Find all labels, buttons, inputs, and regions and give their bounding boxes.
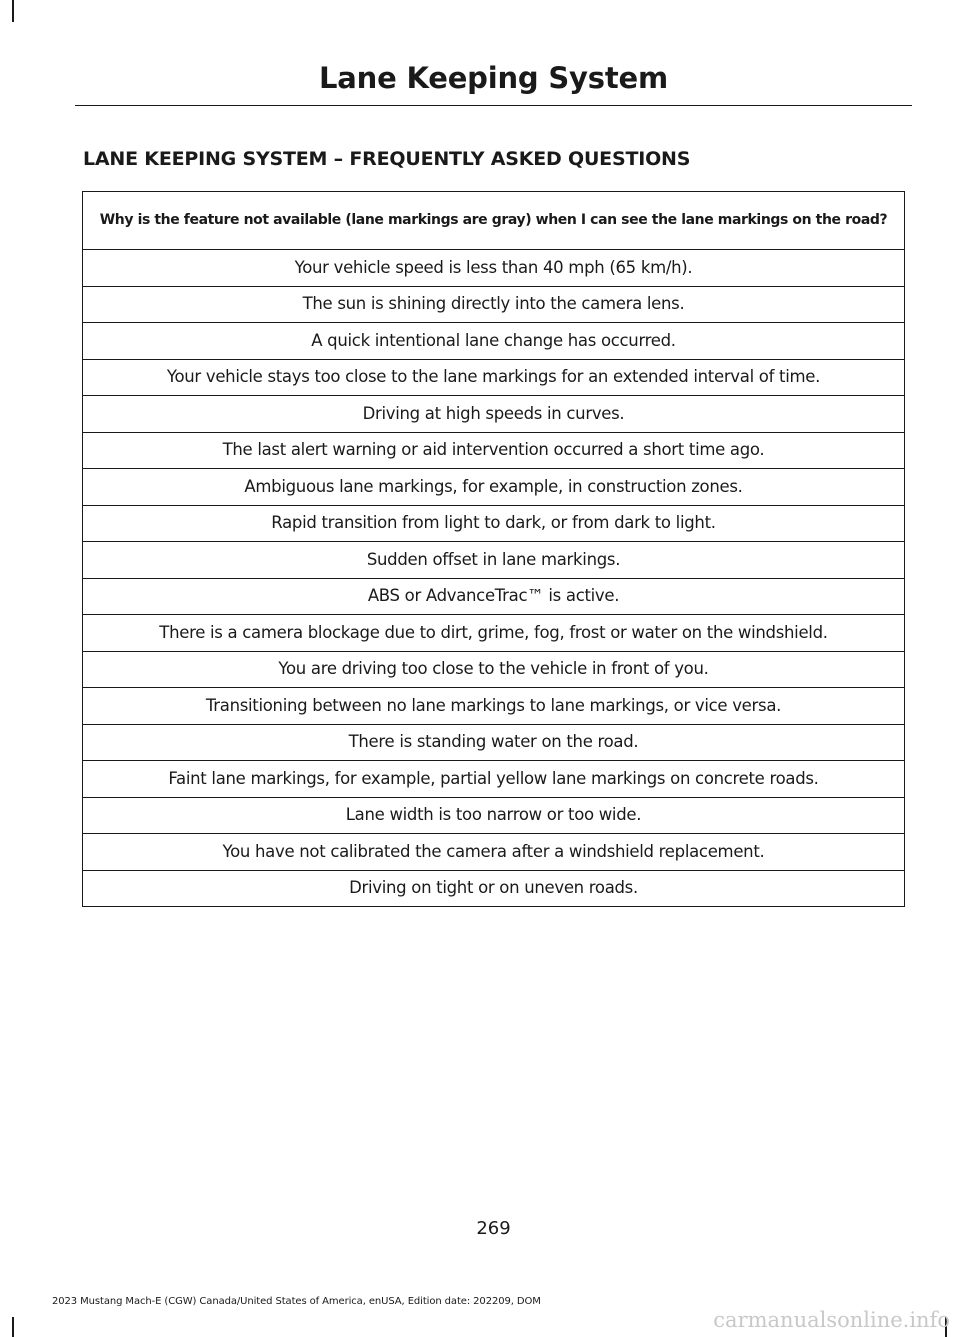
faq-answer: Your vehicle stays too close to the lane markings for an extended interval of time. xyxy=(83,359,905,396)
faq-answer: Transitioning between no lane markings to lane markings, or vice versa. xyxy=(83,688,905,725)
faq-answer: Sudden offset in lane markings. xyxy=(83,542,905,579)
faq-answer: The last alert warning or aid intervention occurred a short time ago. xyxy=(83,432,905,469)
faq-answer: Rapid transition from light to dark, or from dark to light. xyxy=(83,505,905,542)
faq-answer: A quick intentional lane change has occurred. xyxy=(83,323,905,360)
faq-answer: You have not calibrated the camera after a windshield replacement. xyxy=(83,834,905,871)
table-row xyxy=(83,323,905,360)
faq-answer: Driving on tight or on uneven roads. xyxy=(83,870,905,907)
header-divider xyxy=(75,105,912,106)
faq-answer: There is a camera blockage due to dirt, grime, fog, frost or water on the windshield. xyxy=(83,615,905,652)
page-number: 269 xyxy=(476,1218,511,1239)
watermark-link[interactable]: carmanualsonline.info xyxy=(713,1308,950,1332)
table-row xyxy=(83,432,905,469)
faq-answer: Driving at high speeds in curves. xyxy=(83,396,905,433)
faq-question: Why is the feature not available (lane markings are gray) when I can see the lane markings on the road? xyxy=(83,192,905,250)
table-row xyxy=(83,688,905,725)
crop-mark-top-left xyxy=(12,0,14,22)
table-row xyxy=(83,250,905,287)
table-row xyxy=(83,797,905,834)
page-header: Lane Keeping System xyxy=(319,61,668,95)
faq-answer: Lane width is too narrow or too wide. xyxy=(83,797,905,834)
table-row xyxy=(83,870,905,907)
faq-answer: Your vehicle speed is less than 40 mph (65 km/h). xyxy=(83,250,905,287)
table-row xyxy=(83,542,905,579)
table-row xyxy=(83,286,905,323)
crop-mark-bottom-left xyxy=(12,1317,14,1337)
table-row xyxy=(83,505,905,542)
faq-answer: The sun is shining directly into the camera lens. xyxy=(83,286,905,323)
faq-answer: You are driving too close to the vehicle in front of you. xyxy=(83,651,905,688)
faq-header-row xyxy=(83,192,905,250)
section-title: LANE KEEPING SYSTEM – FREQUENTLY ASKED QUESTIONS xyxy=(83,148,691,170)
footer-edition-info: 2023 Mustang Mach-E (CGW) Canada/United States of America, enUSA, Edition date: 202209, DOM xyxy=(52,1296,541,1307)
faq-answer: ABS or AdvanceTrac™ is active. xyxy=(83,578,905,615)
table-row xyxy=(83,469,905,506)
table-row xyxy=(83,359,905,396)
table-row xyxy=(83,396,905,433)
faq-answer: Faint lane markings, for example, partial yellow lane markings on concrete roads. xyxy=(83,761,905,798)
table-row xyxy=(83,578,905,615)
faq-answer: Ambiguous lane markings, for example, in construction zones. xyxy=(83,469,905,506)
faq-answer: There is standing water on the road. xyxy=(83,724,905,761)
table-row xyxy=(83,724,905,761)
table-row xyxy=(83,834,905,871)
table-row xyxy=(83,651,905,688)
table-row xyxy=(83,615,905,652)
table-row xyxy=(83,761,905,798)
faq-table xyxy=(82,191,905,907)
